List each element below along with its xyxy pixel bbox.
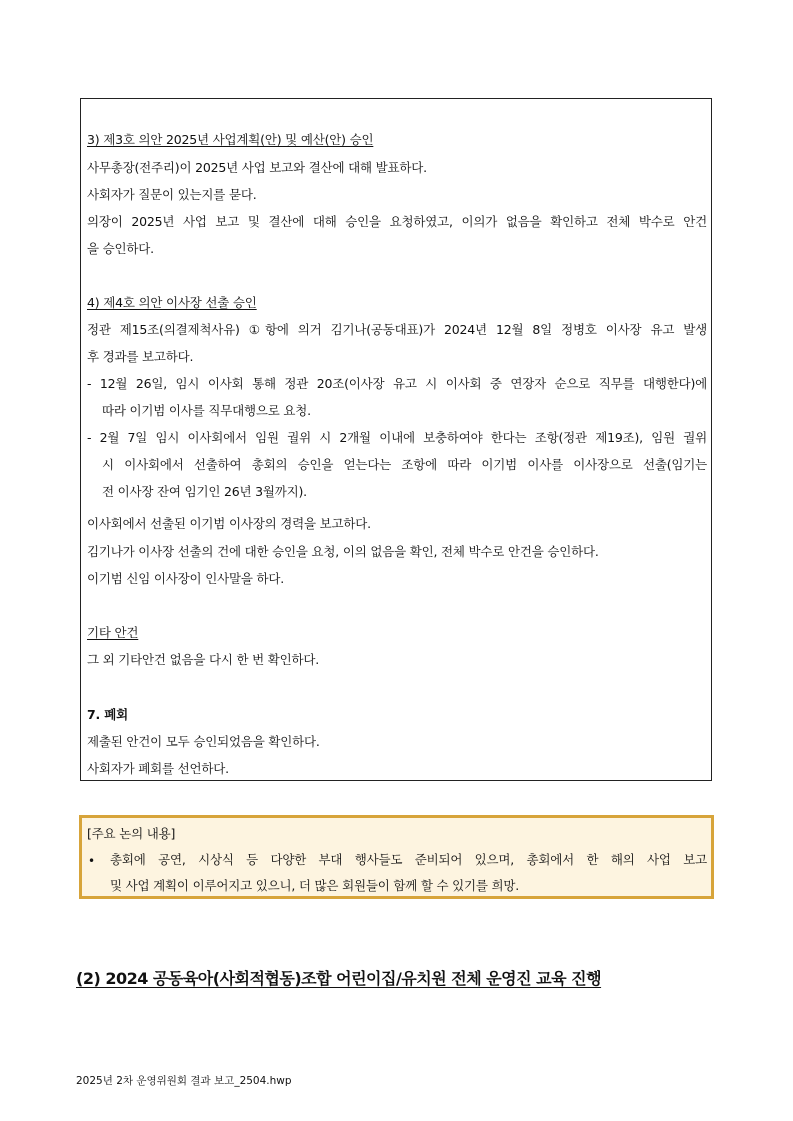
agenda4-heading: 4) 제4호 의안 이사장 선출 승인 bbox=[87, 295, 257, 310]
section-heading: (2) 2024 공동육아(사회적협동)조합 어린이집/유치원 전체 운영진 교육 진행 bbox=[76, 969, 602, 988]
closing-line: 사회자가 폐회를 선언하다. bbox=[87, 761, 229, 776]
agenda4-line: - 12월 26일, 임시 이사회 통해 정관 20조(이사장 유고 시 이사회 중 연장자 순으로 직무를 대행한다)에 bbox=[87, 376, 707, 391]
agenda4-line: 시 이사회에서 선출하여 총회의 승인을 얻는다는 조항에 따라 이기범 이사를 이사장으로 선출(임기는 bbox=[102, 457, 707, 472]
agenda4-line: 정관 제15조(의결제척사유) ①항에 의거 김기나(공동대표)가 2024년 12월 8일 정병호 이사장 유고 발생 bbox=[87, 322, 707, 337]
agenda3-line: 사무총장(전주리)이 2025년 사업 보고와 결산에 대해 발표하다. bbox=[87, 160, 427, 175]
other-line: 그 외 기타안건 없음을 다시 한 번 확인하다. bbox=[87, 652, 320, 667]
footer-filename: 2025년 2차 운영위원회 결과 보고_2504.hwp bbox=[76, 1075, 292, 1087]
agenda3-heading: 3) 제3호 의안 2025년 사업계획(안) 및 예산(안) 승인 bbox=[87, 132, 374, 147]
closing-heading: 7. 폐회 bbox=[87, 707, 128, 722]
agenda4-line: 후 경과를 보고하다. bbox=[87, 349, 194, 364]
closing-line: 제출된 안건이 모두 승인되었음을 확인하다. bbox=[87, 734, 320, 749]
agenda4-line: 이기범 신임 이사장이 인사말을 하다. bbox=[87, 571, 284, 586]
other-heading: 기타 안건 bbox=[87, 625, 139, 640]
agenda4-line: 김기나가 이사장 선출의 건에 대한 승인을 요청, 이의 없음을 확인, 전체 박수로 안건을 승인하다. bbox=[87, 544, 599, 559]
agenda3-line: 사회자가 질문이 있는지를 묻다. bbox=[87, 187, 257, 202]
key-discussion-line: 총회에 공연, 시상식 등 다양한 부대 행사들도 준비되어 있으며, 총회에서 한 해의 사업 보고 bbox=[110, 852, 707, 867]
agenda4-line: 이사회에서 선출된 이기범 이사장의 경력을 보고하다. bbox=[87, 516, 371, 531]
agenda4-line: 전 이사장 잔여 임기인 26년 3월까지). bbox=[102, 484, 307, 499]
agenda4-line: 따라 이기범 이사를 직무대행으로 요청. bbox=[102, 403, 311, 418]
key-discussion-title: [주요 논의 내용] bbox=[87, 826, 176, 841]
agenda3-line: 의장이 2025년 사업 보고 및 결산에 대해 승인을 요청하였고, 이의가 없음을 확인하고 전체 박수로 안건 bbox=[87, 214, 707, 229]
bullet-icon: • bbox=[88, 854, 96, 868]
key-discussion-line: 및 사업 계획이 이루어지고 있으니, 더 많은 회원들이 함께 할 수 있기를 희망. bbox=[110, 878, 520, 893]
agenda4-line: - 2월 7일 임시 이사회에서 임원 궐위 시 2개월 이내에 보충하여야 한다는 조항(정관 제19조), 임원 궐위 bbox=[87, 430, 707, 445]
agenda3-line: 을 승인하다. bbox=[87, 241, 154, 256]
